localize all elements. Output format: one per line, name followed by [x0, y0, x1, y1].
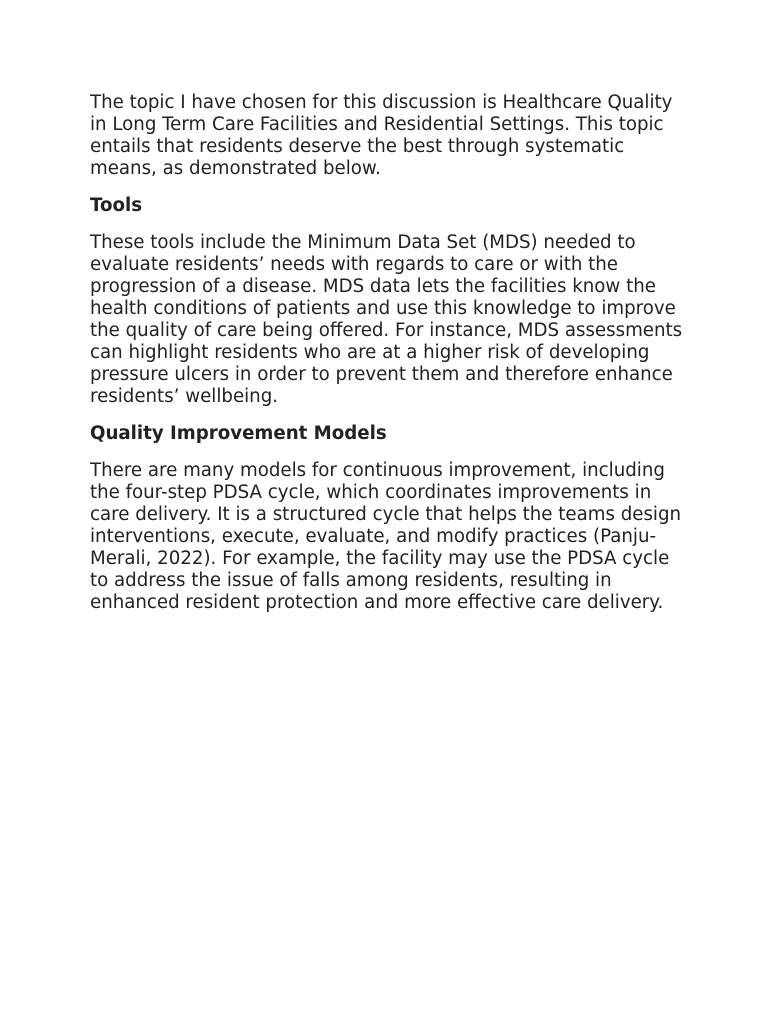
document-body — [90, 92, 686, 629]
intro-paragraph: The topic I have chosen for this discussion is Healthcare Quality in Long Term Care Facilities and Residential Settings. This topic entails that residents deserve the best through systematic means, as demonstrated below. — [90, 92, 673, 179]
section-heading-tools: Tools — [90, 195, 143, 216]
section-heading-quality-improvement-models: Quality Improvement Models — [90, 423, 387, 444]
section-body-tools: These tools include the Minimum Data Set (MDS) needed to evaluate residents’ needs with regards to care or with the progression of a disease. MDS data lets the facilities know the health conditions of patients and use this knowledge to improve the quality of care being offered. For instance, MDS assessments can highlight residents who are at a higher risk of developing pressure ulcers in order to prevent them and therefore enhance residents’ wellbeing. — [90, 232, 683, 407]
section-body-quality-improvement-models: There are many models for continuous improvement, including the four-step PDSA cycle, which coordinates improvements in care delivery. It is a structured cycle that helps the teams design interventions, execute, evaluate, and modify practices (Panju-Merali, 2022). For example, the facility may use the PDSA cycle to address the issue of falls among residents, resulting in enhanced resident protection and more effective care delivery. — [90, 460, 682, 613]
